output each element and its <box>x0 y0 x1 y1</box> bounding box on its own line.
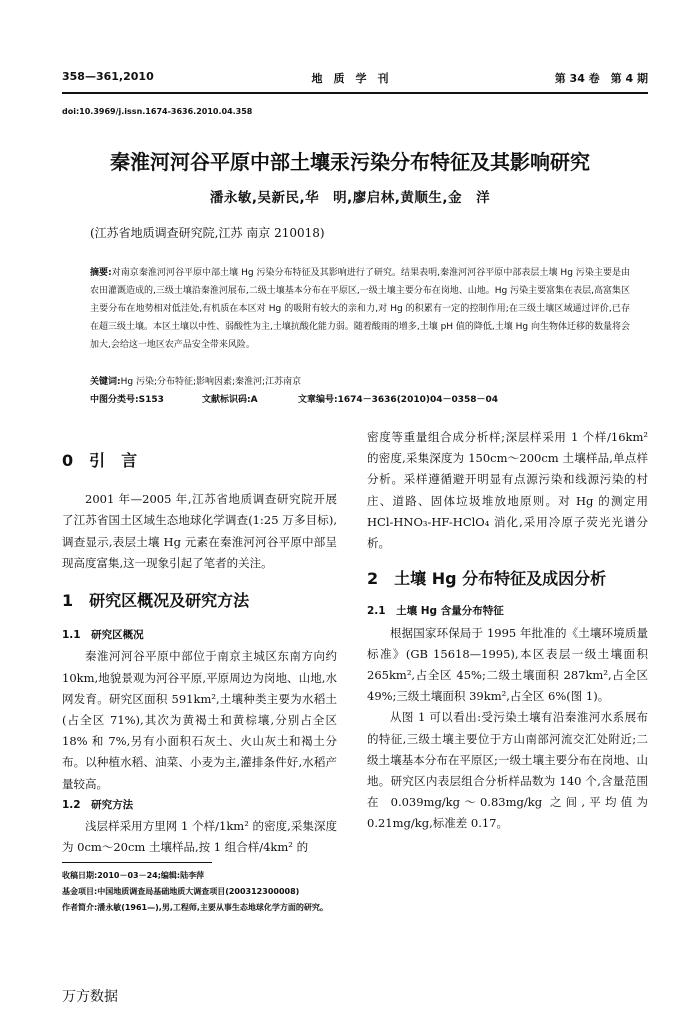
header-journal: 地 质 学 刊 <box>311 72 389 85</box>
footnote-funding: 基金项目:中国地质调查局基础地质大调查项目(200312300008) <box>62 887 300 896</box>
keywords-text: Hg 污染;分布特征;影响因素;秦淮河;江苏南京 <box>120 377 302 387</box>
section-1-2-paragraph-continued: 密度等重量组合成分析样;深层样采用 1 个样/16km² 的密度,采集深度为 150cm～200cm 土壤样品,单点样分析。采样遵循避开明显有点源污染和线源污染的村庄、道路、固体垃圾堆放地原则。对 Hg 的测定用 HCl-HNO₃-HF-HClO₄ 消化,采用冷原子荧光光谱分析。 <box>367 430 648 551</box>
header-pages: 358—361,2010 <box>62 70 154 83</box>
header-volume: 第 34 卷 第 4 期 <box>554 72 648 85</box>
section-1-1-paragraph: 秦淮河河谷平原中部位于南京主城区东南方向约 10km,地貌景观为河谷平原,平原周边为岗地、山地,水网发育。研究区面积 591km²,土壤种类主要为水稻土(占全区 71%),其次为黄褐土和黄棕壤,分别占全区 18% 和 7%,另有小面积石灰土、火山灰土和褐土分布。以种植水稻、油菜、小麦为主,灌排条件好,水稻产量较高。 <box>62 649 337 791</box>
section-2-1-title: 2.1 土壤 Hg 含量分布特征 <box>367 605 504 618</box>
abstract-text: 对南京秦淮河河谷平原中部土壤 Hg 污染分布特征及其影响进行了研究。结果表明,秦淮河河谷平原中部表层土壤 Hg 污染主要是由农田灌溉造成的,三级土壤沿秦淮河展布,二级土壤基本分布在平原区,一级土壤主要分布在岗地、山地。Hg 污染主要富集在表层,高富集区主要分布在地势相对低洼处,有机质在本区对 Hg 的吸附有较大的亲和力,对 Hg 的积累有一定的控制作用;在三级土壤区域通过评价,已存在超三级土壤。本区土壤以中性、弱酸性为主,土壤抗酸化能力弱。随着酸雨的增多,土壤 pH 值的降低,土壤 Hg 向生物体迁移的数量将会加大,会给这一地区农产品安全带来风险。 <box>90 268 630 350</box>
affiliation: (江苏省地质调查研究院,江苏 南京 210018) <box>90 226 325 240</box>
keywords-label: 关键词: <box>90 377 121 387</box>
abstract-label: 摘要: <box>90 268 112 278</box>
author-list: 潘永敏,吴新民,华 明,廖启林,黄顺生,金 洋 <box>209 190 491 206</box>
footnote-rule <box>62 862 212 863</box>
watermark: 万方数据 <box>62 989 118 1005</box>
footnote-author: 作者简介:潘永敏(1961—),男,工程师,主要从事生态地球化学方面的研究。 <box>62 903 328 912</box>
keywords <box>90 373 630 391</box>
section-2-title: 2 土壤 Hg 分布特征及成因分析 <box>367 569 607 589</box>
section-1-1-title: 1.1 研究区概况 <box>62 629 144 642</box>
section-0-paragraph: 2001 年—2005 年,江苏省地质调查研究院开展了江苏省国土区域生态地球化学调查(1:25 万多目标),调查显示,表层土壤 Hg 元素在秦淮河河谷平原中部呈现高度富集,这一现象引起了笔者的关注。 <box>62 492 337 570</box>
section-1-2-paragraph: 浅层样采用方里网 1 个样/1km² 的密度,采集深度为 0cm～20cm 土壤样品,按 1 组合样/4km² 的 <box>62 819 337 855</box>
section-0-title: 0 引 言 <box>62 451 138 470</box>
footnote-received: 收稿日期:2010－03－24;编辑:陆李萍 <box>62 871 205 880</box>
abstract <box>90 264 630 354</box>
left-column <box>62 440 337 858</box>
section-2-1-paragraph-2: 从图 1 可以看出:受污染土壤有沿秦淮河水系展布的特征,三级土壤主要位于方山南部河流交汇处附近;二级土壤基本分布在平原区;一级土壤主要分布在岗地、山地。研究区内表层组合分析样品数为 140 个,含量范围在 0.039mg/kg～0.83mg/kg 之间,平均值为 0.21mg/kg,标准差 0.17。 <box>367 710 648 831</box>
article-number: 文章编号:1674－3636(2010)04－0358－04 <box>298 395 499 405</box>
paper-title: 秦淮河河谷平原中部土壤汞污染分布特征及其影响研究 <box>110 150 590 174</box>
section-1-title: 1 研究区概况及研究方法 <box>62 591 250 611</box>
right-column <box>367 427 648 835</box>
document-code: 文献标识码:A <box>202 395 258 405</box>
clc-number: 中图分类号:S153 <box>90 395 164 405</box>
section-2-1-paragraph-1: 根据国家环保局于 1995 年批准的《土壤环境质量标准》(GB 15618—1995),本区表层一级土壤面积 265km²,占全区 45%;二级土壤面积 287km²,占全区 49%;三级土壤面积 39km²,占全区 6%(图 1)。 <box>367 625 648 704</box>
header-rule <box>62 92 648 94</box>
section-1-2-title: 1.2 研究方法 <box>62 798 134 811</box>
doi[interactable]: doi:10.3969/j.issn.1674-3636.2010.04.358 <box>62 107 253 116</box>
